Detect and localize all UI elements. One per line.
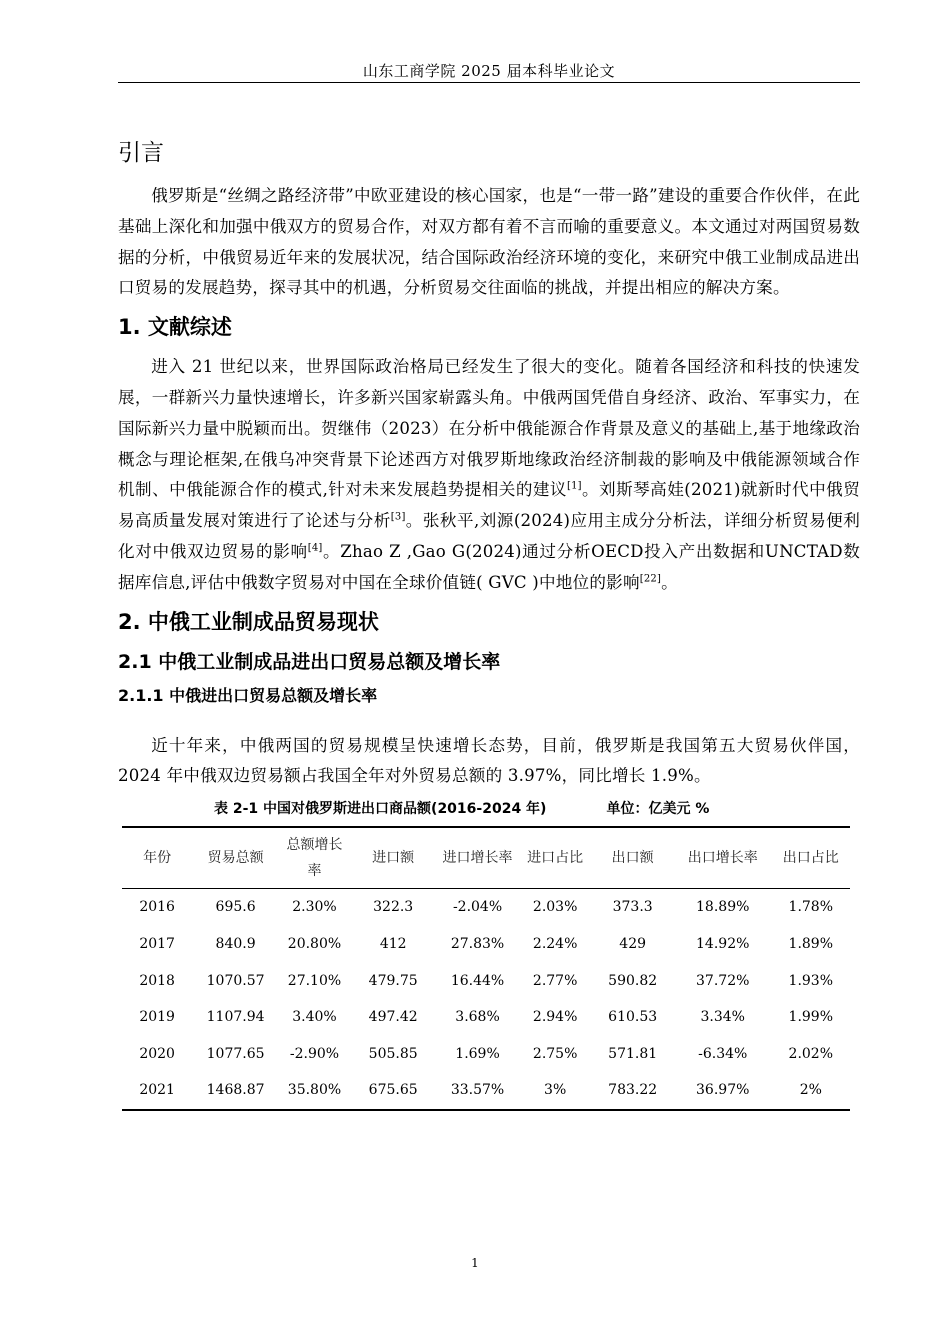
col-import-growth: 进口增长率 <box>442 850 513 867</box>
table-unit: 单位：亿美元 % <box>606 801 710 818</box>
table-cell: 3.68% <box>455 1009 500 1026</box>
citation-3[interactable]: [3] <box>390 511 406 523</box>
table-cell: 20.80% <box>287 936 342 953</box>
table-cell: 3% <box>544 1082 567 1099</box>
table-row <box>122 1036 850 1073</box>
col-total-growth: 总额增长率 <box>286 837 343 880</box>
table-cell: 2021 <box>139 1082 175 1099</box>
intro-paragraph: 俄罗斯是“丝绸之路经济带”中欧亚建设的核心国家，也是“一带一路”建设的重要合作伙伴，在此基础上深化和加强中俄双方的贸易合作，对双方都有着不言而喻的重要意义。本文通过对两国贸易数据的分析，中俄贸易近年来的发展状况，结合国际政治经济环境的变化，来研究中俄工业制成品进出口贸易的发展趋势，探寻其中的机遇，分析贸易交往面临的挑战，并提出相应的解决方案。 <box>118 186 860 298</box>
table-cell: 429 <box>619 936 647 953</box>
table-cell: 2019 <box>139 1009 175 1026</box>
col-export-share: 出口占比 <box>782 850 839 867</box>
table-cell: 590.82 <box>608 972 658 989</box>
table-cell: 675.65 <box>368 1082 418 1099</box>
table-cell: 695.6 <box>215 899 256 916</box>
table-cell: 610.53 <box>608 1009 658 1026</box>
table-cell: 2.30% <box>292 899 337 916</box>
table-cell: 322.3 <box>373 899 414 916</box>
table-cell: 33.57% <box>450 1082 505 1099</box>
table-cell: 2.94% <box>532 1009 578 1026</box>
table-cell: 2% <box>799 1082 822 1099</box>
citation-22[interactable]: [22] <box>639 573 662 585</box>
table-cell: 2.02% <box>788 1045 834 1062</box>
table-cell: 3.34% <box>700 1009 745 1026</box>
table-row <box>122 962 850 999</box>
section-2-1-heading: 2.1 中俄工业制成品进出口贸易总额及增长率 <box>118 650 501 673</box>
table-cell: 497.42 <box>368 1009 418 1026</box>
table-cell: 2.24% <box>532 936 578 953</box>
table-cell: 14.92% <box>696 936 750 953</box>
table-cell: 36.97% <box>696 1082 750 1099</box>
table-cell: 2.77% <box>532 972 578 989</box>
table-cell: 1077.65 <box>206 1045 265 1062</box>
table-cell: 505.85 <box>368 1045 418 1062</box>
table-row <box>122 889 850 926</box>
table-cell: 1.93% <box>788 972 834 989</box>
table-cell: 840.9 <box>215 936 256 953</box>
table-cell: 2018 <box>139 972 175 989</box>
table-cell: 783.22 <box>608 1082 658 1099</box>
table-cell: 412 <box>379 936 407 953</box>
table-cell: 18.89% <box>696 899 750 916</box>
table-cell: 1.69% <box>455 1045 500 1062</box>
table-cell: 2.03% <box>532 899 578 916</box>
table-cell: 37.72% <box>696 972 750 989</box>
table-cell: 1070.57 <box>206 972 265 989</box>
table-cell: 2016 <box>139 899 175 916</box>
table-cell: 2017 <box>139 936 175 953</box>
table-cell: 571.81 <box>608 1045 658 1062</box>
table-caption: 表 2-1 中国对俄罗斯进出口商品额(2016-2024 年) 单位：亿美元 % <box>118 798 860 820</box>
table-cell: 1.99% <box>788 1009 834 1026</box>
table-cell: 1.89% <box>788 936 834 953</box>
table-cell: 16.44% <box>450 972 505 989</box>
table-cell: -6.34% <box>698 1045 748 1062</box>
section-1-heading: 1. 文献综述 <box>118 315 232 340</box>
table-cell: 1107.94 <box>206 1009 265 1026</box>
col-export: 出口额 <box>611 850 654 867</box>
table-cell: 2020 <box>139 1045 175 1062</box>
page-header: 山东工商学院 2025 届本科毕业论文 <box>362 62 616 80</box>
table-row <box>122 1072 850 1110</box>
table-cell: -2.90% <box>289 1045 340 1062</box>
table-header-row <box>122 827 850 889</box>
table-cell: 479.75 <box>368 972 418 989</box>
citation-4[interactable]: [4] <box>307 542 323 554</box>
table-cell: 27.83% <box>450 936 505 953</box>
section-2-heading: 2. 中俄工业制成品贸易现状 <box>118 609 379 634</box>
table-cell: 27.10% <box>287 972 342 989</box>
table-cell: 3.40% <box>292 1009 337 1026</box>
col-total: 贸易总额 <box>207 850 264 867</box>
trade-table <box>122 826 850 1111</box>
col-import: 进口额 <box>372 850 415 867</box>
col-import-share: 进口占比 <box>527 850 584 867</box>
table-row <box>122 926 850 963</box>
table-row <box>122 999 850 1036</box>
page-number: 1 <box>471 1256 479 1270</box>
citation-1[interactable]: [1] <box>566 480 582 492</box>
table-cell: 1.78% <box>788 899 834 916</box>
table-cell: 35.80% <box>287 1082 342 1099</box>
header-rule <box>118 82 860 83</box>
page-content <box>118 135 860 1111</box>
section-2-1-1-heading: 2.1.1 中俄进出口贸易总额及增长率 <box>118 685 378 705</box>
col-year: 年份 <box>143 850 172 867</box>
intro-heading: 引言 <box>118 140 164 166</box>
table-cell: 373.3 <box>612 899 653 916</box>
table-cell: 1468.87 <box>206 1082 265 1099</box>
table-cell: -2.04% <box>452 899 503 916</box>
section-2-paragraph: 近十年来，中俄两国的贸易规模呈快速增长态势，目前，俄罗斯是我国第五大贸易伙伴国，2024 年中俄双边贸易额占我国全年对外贸易总额的 3.97%，同比增长 1.9%。 <box>118 735 860 786</box>
col-export-growth: 出口增长率 <box>687 850 758 867</box>
section-1-paragraph: 进入 21 世纪以来，世界国际政治格局已经发生了很大的变化。随着各国经济和科技的快速发展，一群新兴力量快速增长，许多新兴国家崭露头角。中俄两国凭借自身经济、政治、军事实力，在国际新兴力量中脱颖而出。贺继伟（2023）在分析中俄能源合作背景及意义的基础上,基于地缘政治概念与理论框架,在俄乌冲突背景下论述西方对俄罗斯地缘政治经济制裁的影响及中俄能源领域合作机制、中俄能源合作的模式,针对未来发展趋势提相关的建议[1]。刘斯琴高娃(2021)就新时代中俄贸易高质量发展对策进行了论述与分析[3]。张秋平,刘源(2024)应用主成分分析法，详细分析贸易便利化对中俄双边贸易的影响[4]。Zhao Z ,Gao G(2024)通过分析OECD投入产出数据和UNCTAD数据库信息,评估中俄数字贸易对中国在全球价值链( GVC )中地位的影响[22]。 <box>118 357 861 592</box>
table-cell: 2.75% <box>532 1045 578 1062</box>
